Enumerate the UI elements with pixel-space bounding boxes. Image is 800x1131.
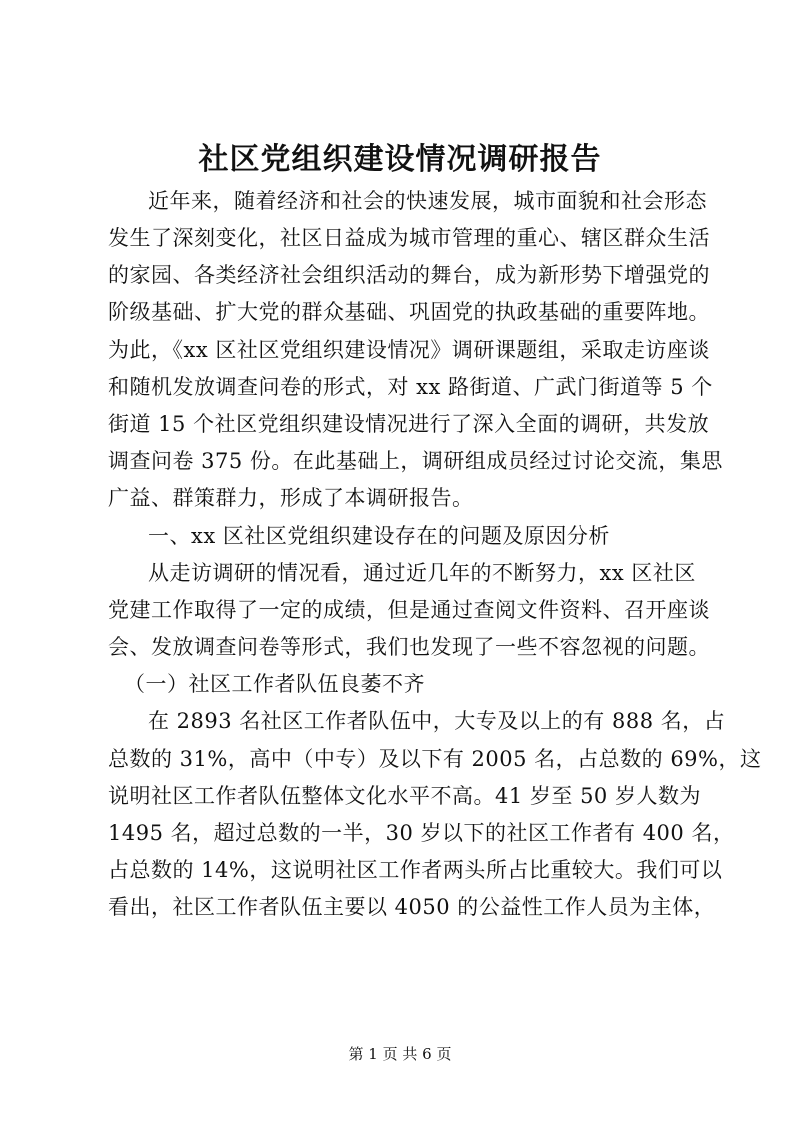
paragraph-line: 会、发放调查问卷等形式，我们也发现了一些不容忽视的问题。 (108, 635, 710, 659)
document-title: 社区党组织建设情况调研报告 (198, 142, 602, 177)
paragraph-line: 党建工作取得了一定的成绩，但是通过查阅文件资料、召开座谈 (108, 598, 710, 622)
paragraph-line: 阶级基础、扩大党的群众基础、巩固党的执政基础的重要阵地。 (108, 300, 710, 324)
page-number: 第 1 页 共 6 页 (348, 1045, 452, 1063)
subsection-heading: （一）社区工作者队伍良萎不齐 (124, 672, 425, 696)
paragraph-line: 在 2893 名社区工作者队伍中，大专及以上的有 888 名，占 (148, 709, 726, 733)
paragraph-line: 占总数的 14%，这说明社区工作者两头所占比重较大。我们可以 (108, 858, 723, 882)
paragraph-line: 广益、群策群力，形成了本调研报告。 (108, 486, 474, 510)
paragraph-line: 1495 名，超过总数的一半，30 岁以下的社区工作者有 400 名， (108, 821, 735, 845)
paragraph-line: 街道 15 个社区党组织建设情况进行了深入全面的调研，共发放 (108, 412, 710, 436)
paragraph-line: 调查问卷 375 份。在此基础上，调研组成员经过讨论交流，集思 (108, 449, 723, 473)
paragraph-line: 总数的 31%，高中（中专）及以下有 2005 名，占总数的 69%，这 (108, 747, 762, 771)
section-heading: 一、xx 区社区党组织建设存在的问题及原因分析 (148, 524, 610, 548)
paragraph-line: 说明社区工作者队伍整体文化水平不高。41 岁至 50 岁人数为 (108, 784, 701, 808)
paragraph-line: 看出，社区工作者队伍主要以 4050 的公益性工作人员为主体， (108, 895, 716, 919)
paragraph-line: 从走访调研的情况看，通过近几年的不断努力，xx 区社区 (148, 561, 696, 585)
paragraph-line: 发生了深刻变化，社区日益成为城市管理的重心、辖区群众生活 (108, 226, 710, 250)
paragraph-line: 为此，《xx 区社区党组织建设情况》调研课题组，采取走访座谈 (108, 338, 710, 362)
paragraph-line: 的家园、各类经济社会组织活动的舞台，成为新形势下增强党的 (108, 263, 710, 287)
paragraph-line: 和随机发放调查问卷的形式，对 xx 路街道、广武门街道等 5 个 (108, 375, 713, 399)
paragraph-line: 近年来，随着经济和社会的快速发展，城市面貌和社会形态 (148, 189, 707, 213)
